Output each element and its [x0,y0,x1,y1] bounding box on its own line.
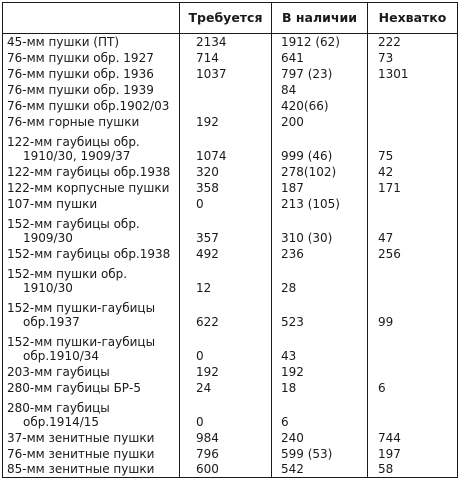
shortage-cell: 58 [368,462,458,478]
required-cell: 714 [180,50,272,66]
table-row [3,34,458,50]
weapon-name-line: 280-мм гаубицы БР-5 [7,380,142,395]
required-cell [180,82,272,98]
weapon-name-line: 1909/30 [23,230,73,245]
required-cell: 0 [180,396,272,430]
shortage-cell: 47 [368,212,458,246]
shortage-cell: 256 [368,246,458,262]
available-cell: 18 [272,380,368,396]
weapon-name-line: 76-мм пушки обр. 1939 [7,82,154,97]
artillery-table [2,2,458,478]
available-cell: 523 [272,296,368,330]
weapon-cell [3,66,180,82]
required-cell: 192 [180,114,272,130]
weapon-name-line: обр.1937 [23,314,80,329]
weapon-cell [3,180,180,196]
weapon-cell [3,462,180,478]
weapon-name-line: 280-мм гаубицы [7,400,110,415]
weapon-cell [3,196,180,212]
table-row [3,262,458,296]
weapon-name-line: 152-мм пушки-гаубицы [7,334,156,349]
weapon-cell [3,246,180,262]
required-cell: 622 [180,296,272,330]
required-cell: 357 [180,212,272,246]
weapon-cell [3,296,180,330]
weapon-name-line: 152-мм гаубицы обр. [7,216,140,231]
weapon-name-line: 152-мм пушки-гаубицы [7,300,156,315]
weapon-cell [3,430,180,446]
weapon-name-line: 1910/30 [23,280,73,295]
table-row [3,180,458,196]
required-cell: 1037 [180,66,272,82]
header-available: В наличии [272,3,368,34]
available-cell: 187 [272,180,368,196]
weapon-name-line: 107-мм пушки [7,196,98,211]
weapon-name-line: 76-мм пушки обр.1902/03 [7,98,170,113]
weapon-name-line: 122-мм гаубицы обр.1938 [7,164,171,179]
shortage-cell: 99 [368,296,458,330]
header-required: Требуется [180,3,272,34]
available-cell: 420(66) [272,98,368,114]
required-cell: 320 [180,164,272,180]
table-row [3,196,458,212]
table-row [3,66,458,82]
weapon-name-line: 152-мм пушки обр. [7,266,128,281]
weapon-cell [3,114,180,130]
available-cell: 310 (30) [272,212,368,246]
table-row [3,446,458,462]
required-cell: 796 [180,446,272,462]
shortage-cell: 171 [368,180,458,196]
table-row [3,396,458,430]
available-cell: 1912 (62) [272,34,368,50]
table-body [3,34,458,478]
table-row [3,330,458,364]
required-cell: 24 [180,380,272,396]
available-cell: 200 [272,114,368,130]
shortage-cell [368,262,458,296]
available-cell: 278(102) [272,164,368,180]
shortage-cell [368,98,458,114]
available-cell: 797 (23) [272,66,368,82]
required-cell: 0 [180,196,272,212]
weapon-name-line: 76-мм пушки обр. 1936 [7,66,154,81]
required-cell [180,98,272,114]
available-cell: 43 [272,330,368,364]
required-cell: 492 [180,246,272,262]
available-cell: 999 (46) [272,130,368,164]
required-cell: 12 [180,262,272,296]
weapon-cell [3,98,180,114]
shortage-cell: 6 [368,380,458,396]
weapon-name-line: 45-мм пушки (ПТ) [7,34,120,49]
table-row [3,50,458,66]
header-shortage: Нехватко [368,3,458,34]
weapon-name-line: 76-мм пушки обр. 1927 [7,50,154,65]
weapon-name-line: 85-мм зенитные пушки [7,462,155,476]
weapon-name-line: 76-мм зенитные пушки [7,446,155,461]
available-cell: 240 [272,430,368,446]
weapon-cell [3,212,180,246]
shortage-cell [368,114,458,130]
table-row [3,212,458,246]
table-row [3,296,458,330]
weapon-name-line: 37-мм зенитные пушки [7,430,155,445]
weapon-cell [3,164,180,180]
available-cell: 84 [272,82,368,98]
required-cell: 0 [180,330,272,364]
shortage-cell [368,330,458,364]
header-weapon [3,3,180,34]
shortage-cell [368,364,458,380]
table-row [3,114,458,130]
shortage-cell: 197 [368,446,458,462]
table-row [3,246,458,262]
shortage-cell: 744 [368,430,458,446]
shortage-cell: 73 [368,50,458,66]
weapon-name-line: 122-мм гаубицы обр. [7,134,140,149]
weapon-cell [3,396,180,430]
weapon-cell [3,262,180,296]
weapon-cell [3,446,180,462]
table-row [3,130,458,164]
weapon-name-line: 203-мм гаубицы [7,364,110,379]
weapon-name-line: 122-мм корпусные пушки [7,180,170,195]
weapon-cell [3,380,180,396]
available-cell: 28 [272,262,368,296]
table-row [3,82,458,98]
weapon-cell [3,50,180,66]
shortage-cell: 222 [368,34,458,50]
table-row [3,164,458,180]
weapon-cell [3,364,180,380]
available-cell: 213 (105) [272,196,368,212]
available-cell: 641 [272,50,368,66]
table-row [3,380,458,396]
shortage-cell [368,196,458,212]
shortage-cell: 1301 [368,66,458,82]
weapon-name-line: 152-мм гаубицы обр.1938 [7,246,171,261]
required-cell: 984 [180,430,272,446]
table-row [3,364,458,380]
weapon-name-line: обр.1914/15 [23,414,100,429]
shortage-cell: 42 [368,164,458,180]
table-row [3,462,458,478]
available-cell: 6 [272,396,368,430]
weapon-name-line: 1910/30, 1909/37 [23,148,131,163]
available-cell: 236 [272,246,368,262]
table-header-row [3,3,458,34]
required-cell: 358 [180,180,272,196]
required-cell: 2134 [180,34,272,50]
weapon-cell [3,82,180,98]
weapon-cell [3,130,180,164]
required-cell: 192 [180,364,272,380]
table-row [3,98,458,114]
shortage-cell [368,396,458,430]
weapon-cell [3,34,180,50]
weapon-cell [3,330,180,364]
available-cell: 599 (53) [272,446,368,462]
required-cell: 600 [180,462,272,478]
weapon-name-line: 76-мм горные пушки [7,114,140,129]
shortage-cell [368,82,458,98]
shortage-cell: 75 [368,130,458,164]
weapon-name-line: обр.1910/34 [23,348,100,363]
required-cell: 1074 [180,130,272,164]
available-cell: 542 [272,462,368,478]
available-cell: 192 [272,364,368,380]
table-row [3,430,458,446]
